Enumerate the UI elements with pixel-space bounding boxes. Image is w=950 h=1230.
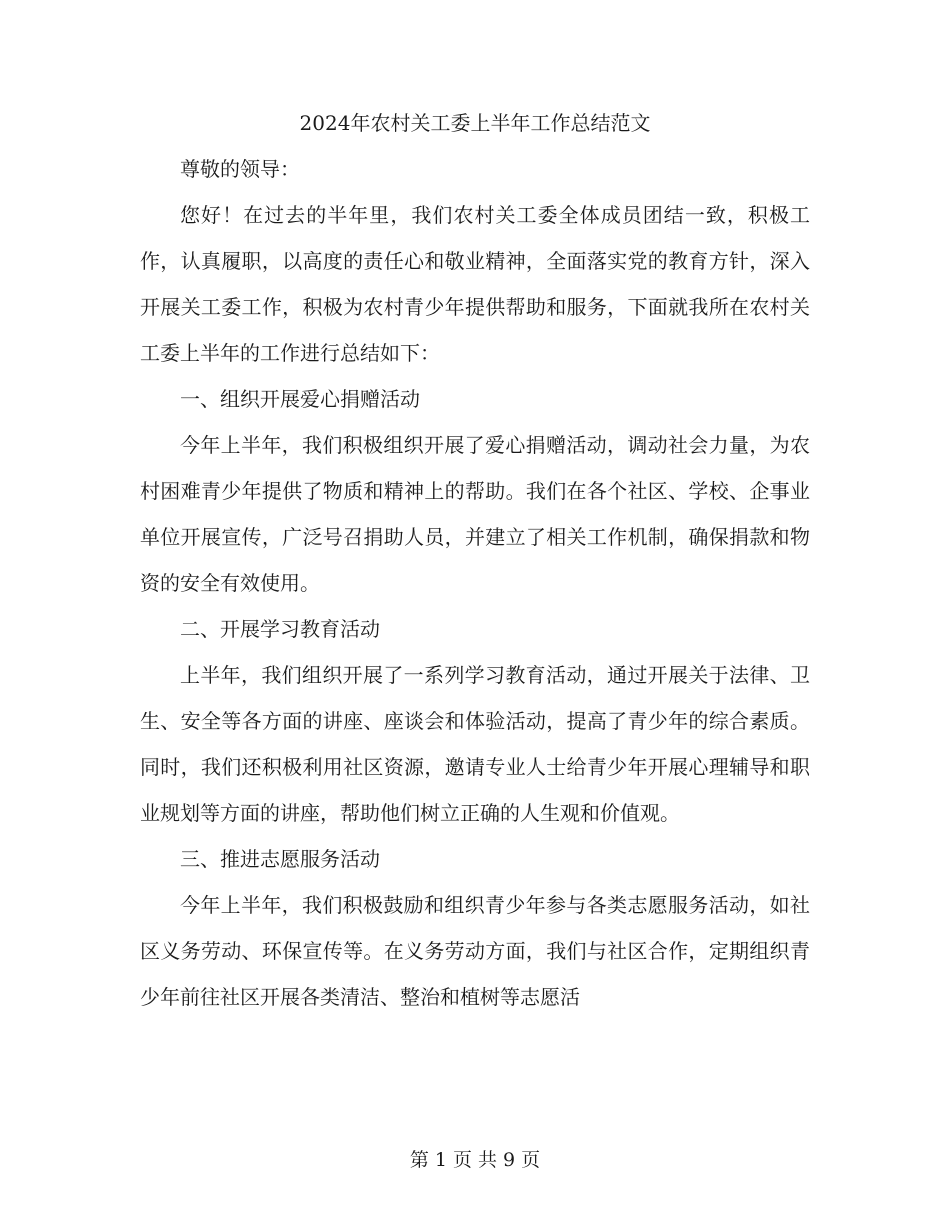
section-heading-3: 三、推进志愿服务活动 — [180, 847, 380, 871]
section-body-2: 上半年，我们组织开展了一系列学习教育活动，通过开展关于法律、卫生、安全等各方面的讲座、座谈会和体验活动，提高了青少年的综合素质。同时，我们还积极利用社区资源，邀请专业人士给青少年开展心理辅导和职业规划等方面的讲座，帮助他们树立正确的人生观和价值观。 — [140, 663, 810, 825]
intro-paragraph: 您好！在过去的半年里，我们农村关工委全体成员团结一致，积极工作，认真履职，以高度的责任心和敬业精神，全面落实党的教育方针，深入开展关工委工作，积极为农村青少年提供帮助和服务，下面就我所在农村关工委上半年的工作进行总结如下： — [140, 203, 810, 365]
section-heading-1: 一、组织开展爱心捐赠活动 — [180, 387, 420, 411]
salutation: 尊敬的领导： — [180, 157, 300, 181]
document-body — [140, 100, 810, 1020]
section-body-1: 今年上半年，我们积极组织开展了爱心捐赠活动，调动社会力量，为农村困难青少年提供了物质和精神上的帮助。我们在各个社区、学校、企事业单位开展宣传，广泛号召捐助人员，并建立了相关工作机制，确保捐款和物资的安全有效使用。 — [140, 433, 810, 595]
section-body-3: 今年上半年，我们积极鼓励和组织青少年参与各类志愿服务活动，如社区义务劳动、环保宣传等。在义务劳动方面，我们与社区合作，定期组织青少年前往社区开展各类清洁、整治和植树等志愿活 — [140, 893, 810, 1009]
document-title: 2024年农村关工委上半年工作总结范文 — [299, 111, 651, 135]
page-indicator: 第 1 页 共 9 页 — [409, 1149, 541, 1171]
section-heading-2: 二、开展学习教育活动 — [180, 617, 380, 641]
